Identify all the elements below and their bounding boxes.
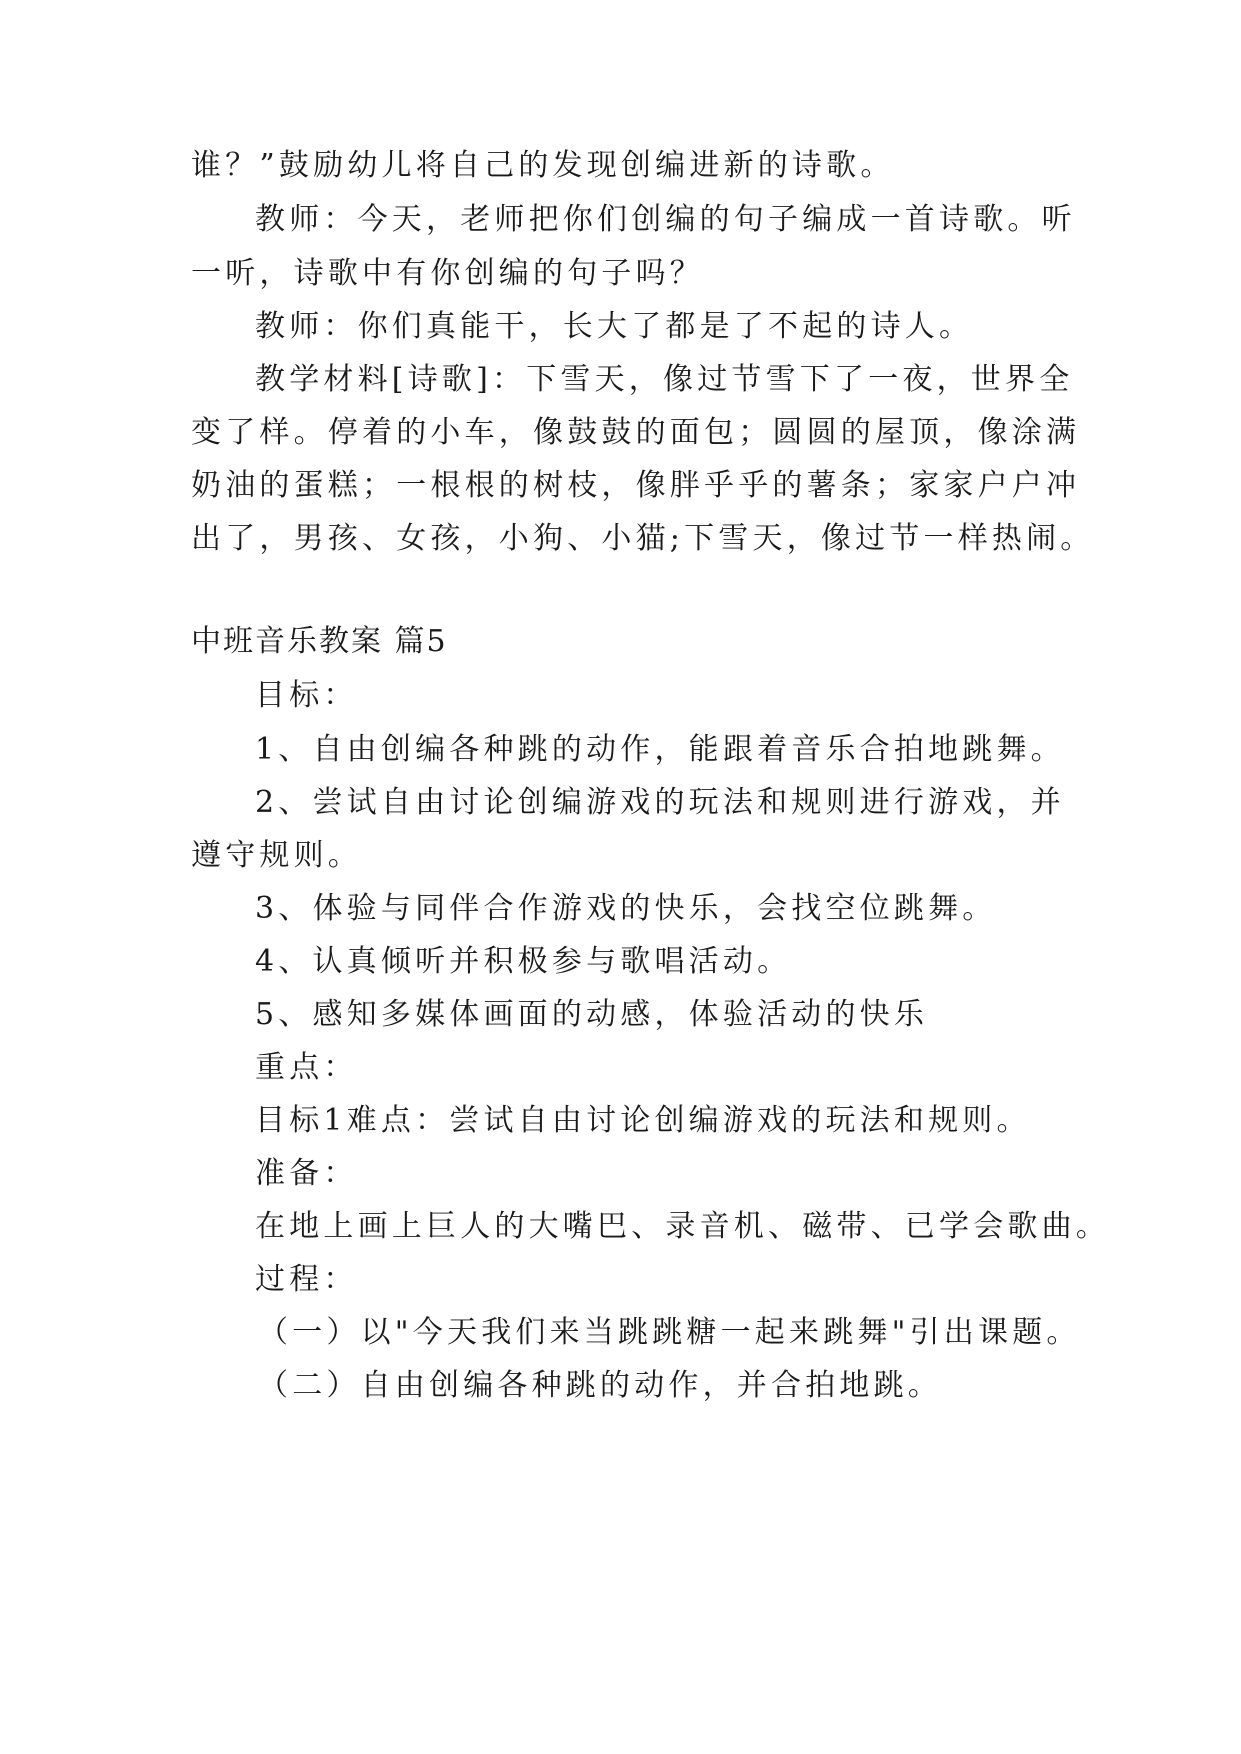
paragraph-line: 教师：今天，老师把你们创编的句子编成一首诗歌。听: [255, 202, 1076, 237]
paragraph-line: 变了样。停着的小车，像鼓鼓的面包；圆圆的屋顶，像涂满: [191, 415, 1081, 450]
paragraph-line: 目标：: [255, 678, 358, 713]
paragraph-line: 谁？”鼓励幼儿将自己的发现创编进新的诗歌。: [191, 148, 895, 183]
paragraph-line: 2、尝试自由讨论创编游戏的玩法和规则进行游戏，并: [255, 785, 1065, 820]
paragraph-line: 准备：: [255, 1156, 358, 1191]
paragraph-line: 教师：你们真能干，长大了都是了不起的诗人。: [255, 309, 974, 344]
paragraph-line: （二）自由创编各种跳的动作，并合拍地跳。: [258, 1368, 942, 1403]
paragraph-line: 一听，诗歌中有你创编的句子吗？: [191, 256, 704, 291]
paragraph-line: 重点：: [255, 1050, 358, 1085]
paragraph-line: （一）以"今天我们来当跳跳糖一起来跳舞"引出课题。: [258, 1315, 1081, 1350]
paragraph-line: 4、认真倾听并积极参与歌唱活动。: [255, 944, 792, 979]
paragraph-line: 3、体验与同伴合作游戏的快乐，会找空位跳舞。: [255, 891, 997, 926]
paragraph-line: 奶油的蛋糕；一根根的树枝，像胖乎乎的薯条；家家户户冲: [191, 468, 1081, 503]
paragraph-line: 1、自由创编各种跳的动作，能跟着音乐合拍地跳舞。: [255, 732, 1065, 767]
paragraph-line: 在地上画上巨人的大嘴巴、录音机、磁带、已学会歌曲。: [255, 1209, 1110, 1244]
paragraph-line: 目标1难点：尝试自由讨论创编游戏的玩法和规则。: [255, 1103, 1031, 1138]
paragraph-line: 出了，男孩、女孩，小狗、小猫;下雪天，像过节一样热闹。: [191, 521, 1095, 556]
paragraph-line: 5、感知多媒体画面的动感，体验活动的快乐: [255, 997, 929, 1032]
paragraph-line: 遵守规则。: [191, 838, 362, 873]
paragraph-line: 过程：: [255, 1262, 358, 1297]
section-title: 中班音乐教案 篇5: [191, 624, 448, 659]
paragraph-line: 教学材料[诗歌]：下雪天，像过节雪下了一夜，世界全: [255, 362, 1074, 397]
